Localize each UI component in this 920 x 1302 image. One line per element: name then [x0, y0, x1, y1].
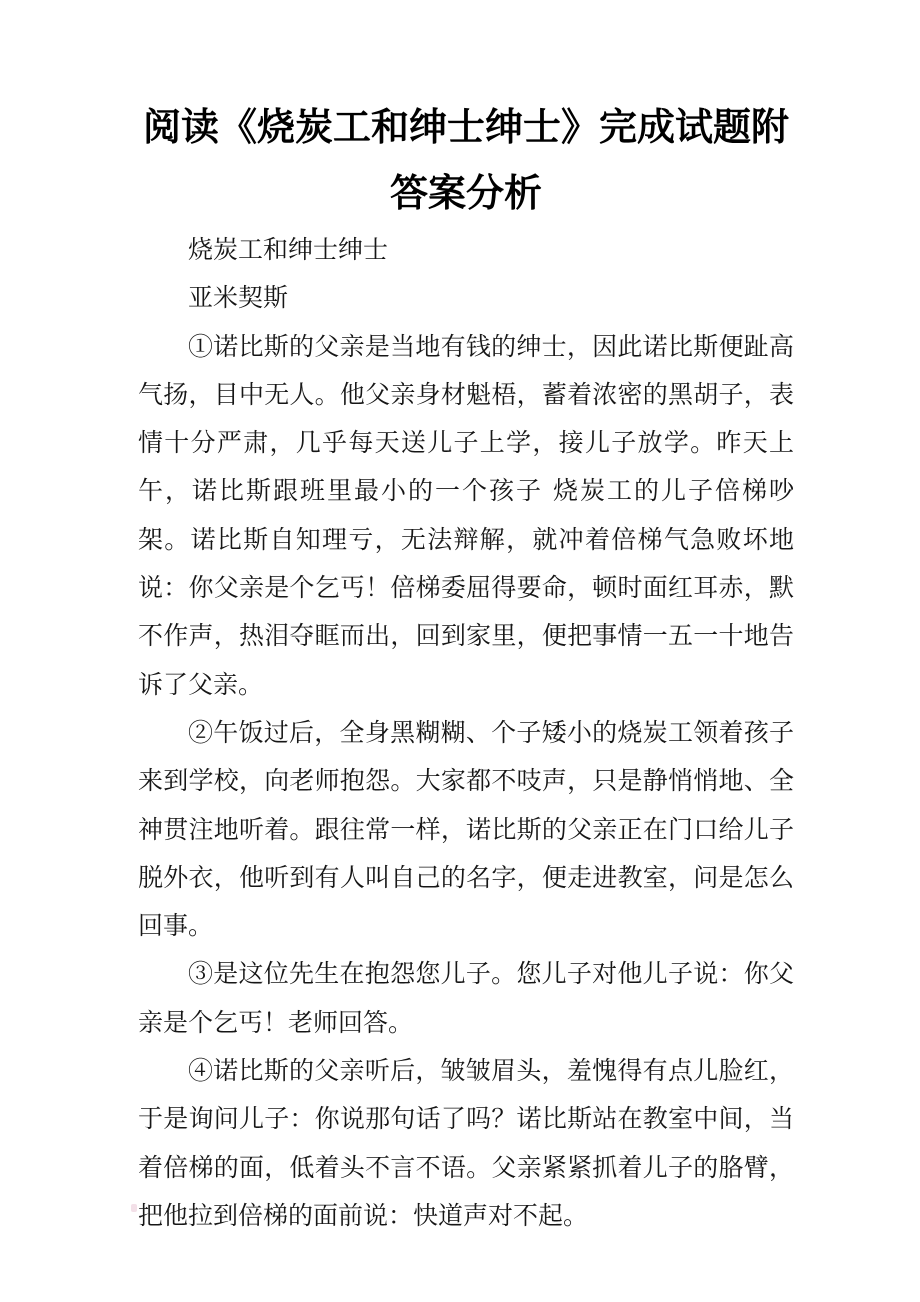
- paragraph-1: ①诺比斯的父亲是当地有钱的绅士，因此诺比斯便趾高气扬，目中无人。他父亲身材魁梧，蓄着浓密的黑胡子，表情十分严肃，几乎每天送儿子上学，接儿子放学。昨天上午，诺比斯跟班里最小的一个孩子 烧炭工的儿子倍梯吵架。诺比斯自知理亏，无法辩解，就冲着倍梯气急败坏地说：你父亲是个乞丐！倍梯委屈得要命，顿时面红耳赤，默不作声，热泪夺眶而出，回到家里，便把事情一五一十地告诉了父亲。: [138, 331, 794, 699]
- document-content: [138, 0, 794, 1240]
- paragraph-2: ②午饭过后，全身黑糊糊、个子矮小的烧炭工领着孩子来到学校，向老师抱怨。大家都不吱声，只是静悄悄地、全神贯注地听着。跟往常一样，诺比斯的父亲正在门口给儿子脱外衣，他听到有人叫自己的名字，便走进教室，问是怎么回事。: [138, 717, 794, 941]
- paragraph-4: ④诺比斯的父亲听后，皱皱眉头，羞愧得有点儿脸红，于是询问儿子：你说那句话了吗？诺比斯站在教室中间，当着倍梯的面，低着头不言不语。父亲紧紧抓着儿子的胳臂，把他拉到倍梯的面前说：快道声对不起。: [138, 1056, 794, 1230]
- paragraph-3: ③是这位先生在抱怨您儿子。您儿子对他儿子说：你父亲是个乞丐！老师回答。: [138, 959, 794, 1037]
- document-body: [138, 226, 794, 1240]
- page-title: 阅读《烧炭工和绅士绅士》完成试题附答案分析: [142, 104, 789, 215]
- story-title: 烧炭工和绅士绅士: [188, 235, 389, 264]
- story-author: 亚米契斯: [188, 283, 289, 313]
- stray-mark: [131, 1204, 137, 1212]
